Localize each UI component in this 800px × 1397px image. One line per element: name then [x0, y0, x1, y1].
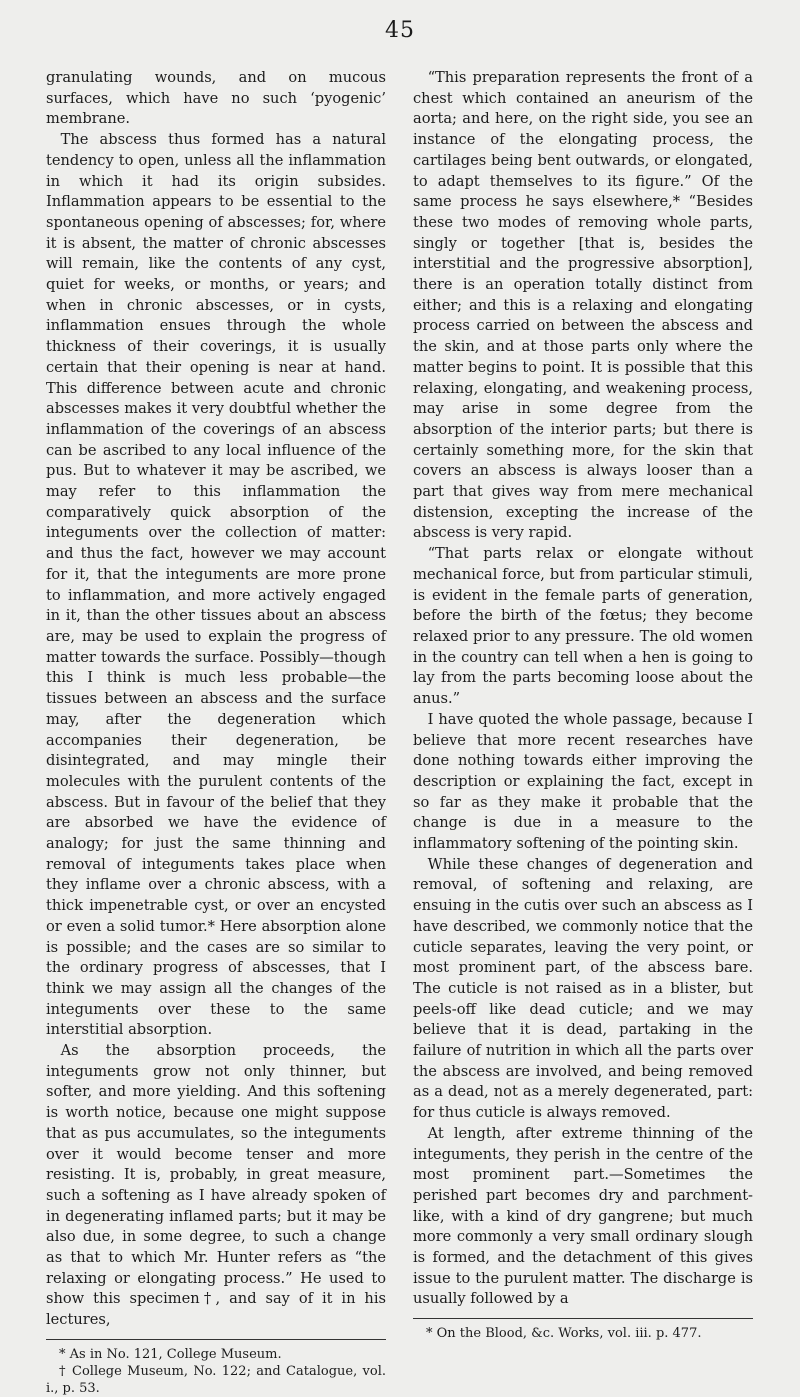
paragraph: At length, after extreme thinning of the integuments, they perish in the centre of the most prominent part.—Sometimes the perished part becomes dry and parchment-like, with a kind of dry gangrene; but much more commonly a very small ordinary slough is formed, and the detachment of this gives issue to the purulent matter. The discharge is usually followed by a: [413, 1124, 753, 1308]
footnote: * On the Blood, &c. Works, vol. iii. p. 477.: [426, 1326, 702, 1342]
paragraph: While these changes of degeneration and removal, of softening and relaxing, are ensuing in the cutis over such an abscess as I have described, we commonly notice that the cuticle separates, leaving the very point, or most prominent part, of the abscess bare. The cuticle is not raised as in a blister, but peels-off like dead cuticle; and we may believe that it is dead, partaking in the failure of nutrition in which all the parts over the abscess are involved, and being removed as a dead, not as a merely degenerated, part: for thus cuticle is always removed.: [413, 855, 753, 1122]
left-column: [46, 68, 386, 1397]
right-column: [413, 68, 753, 1342]
paragraph: granulating wounds, and on mucous surfaces, which have no such ‘pyogenic’ membrane.: [46, 69, 386, 128]
footnotes: [413, 1318, 753, 1342]
paragraph: As the absorption proceeds, the integuments grow not only thinner, but softer, and more yielding. And this softening is worth notice, because one might suppose that as pus accumulates, so the integuments over it would become tenser and more resisting. It is, probably, in great measure, such a softening as I have already spoken of in degenerating inflamed parts; but it may be also due, in some degree, to such a change as that to which Mr. Hunter refers as “the relaxing or elongating process.” He used to show this specimen†, and say of it in his lectures,: [46, 1042, 386, 1329]
page-number: 45: [385, 18, 415, 43]
paragraph: “This preparation represents the front of a chest which contained an aneurism of the aorta; and here, on the right side, you see an instance of the elongating process, the cartilages being bent outwards, or elongated, to adapt themselves to its figure.” Of the same process he says elsewhere,* “Besides these two modes of removing whole parts, singly or together [that is, besides the interstitial and the progressive absorption], there is an operation totally distinct from either; and this is a relaxing and elongating process carried on between the abscess and the skin, and at those parts only where the matter begins to point. It is possible that this relaxing, elongating, and weakening process, may arise in some degree from the absorption of the interior parts; but there is certainly something more, for the skin that covers an abscess is always looser than a part that gives way from mere mechanical distension, excepting the increase of the abscess is very rapid.: [413, 69, 753, 542]
paragraph: I have quoted the whole passage, because I believe that more recent researches have done nothing towards either improving the description or explaining the fact, except in so far as they make it probable that the change is due in a measure to the inflammatory softening of the pointing skin.: [413, 710, 753, 853]
footnote: * As in No. 121, College Museum.: [59, 1346, 282, 1362]
footnotes: [46, 1339, 386, 1397]
paragraph: “That parts relax or elongate without mechanical force, but from particular stimuli, is evident in the female parts of generation, before the birth of the fœtus; they become relaxed prior to any pressure. The old women in the country can tell when a hen is going to lay from the parts becoming loose about the anus.”: [413, 545, 753, 708]
paragraph: The abscess thus formed has a natural tendency to open, unless all the inflammation in which it had its origin subsides. Inflammation appears to be essential to the spontaneous opening of abscesses; for, where it is absent, the matter of chronic abscesses will remain, like the contents of any cyst, quiet for weeks, or months, or years; and when in chronic abscesses, or in cysts, inflammation ensues through the whole thickness of their coverings, it is usually certain that their opening is near at hand. This difference between acute and chronic abscesses makes it very doubtful whether the inflammation of the coverings of an abscess can be ascribed to any local influence of the pus. But to whatever it may be ascribed, we may refer to this inflammation the comparatively quick absorption of the integuments over the collection of matter: and thus the fact, however we may account for it, that the integuments are more prone to inflammation, and more actively engaged in it, than the other tissues about an abscess are, may be used to explain the progress of matter towards the surface. Possibly—though this I think is much less probable—the tissues between an abscess and the surface may, after the degeneration which accompanies their degeneration, be disintegrated, and may mingle their molecules with the purulent contents of the abscess. But in favour of the belief that they are absorbed we have the evidence of analogy; for just the same thinning and removal of integuments takes place when they inflame over a chronic abscess, with a thick impenetrable cyst, or over an encysted or even a solid tumor.* Here absorption alone is possible; and the cases are so similar to the ordinary progress of abscesses, that I think we may assign all the changes of the integuments over these to the same interstitial absorption.: [46, 131, 386, 1039]
footnote: † College Museum, No. 122; and Catalogue, vol. i., p. 53.: [46, 1363, 386, 1396]
